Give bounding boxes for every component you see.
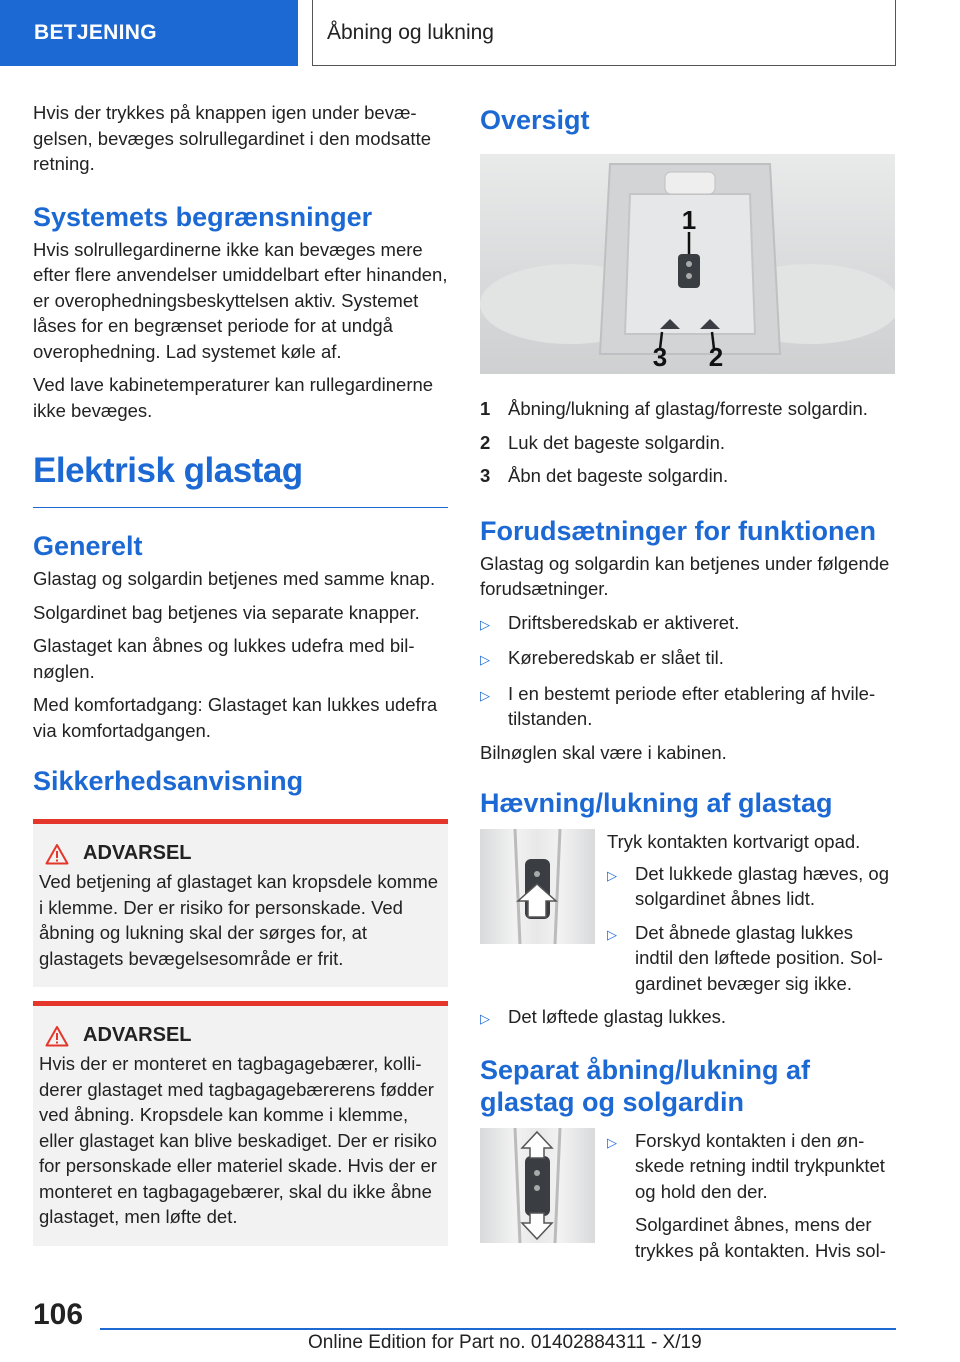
separate-continued: Solgardinet åbnes, mens der trykkes på kontakten. Hvis sol-: [635, 1214, 886, 1261]
warning-box-2: [33, 1001, 448, 1246]
general-heading: Generelt: [33, 531, 143, 561]
raise-section: [480, 829, 895, 1004]
chapter-tab: Åbning og lukning: [312, 0, 896, 66]
list-item: ▷ Forskyd kontakten i den ønskede retning indtil trykpunktet og hold den der.: [607, 1128, 895, 1205]
intro-paragraph: Hvis der trykkes på knappen igen under bevægelsen, bevæges solrullegardinet i den modsatte retning.: [33, 102, 431, 174]
prereq-heading: Forudsætninger for funktionen: [480, 515, 876, 546]
warning-box-1: [33, 819, 448, 987]
bullet-triangle-icon: ▷: [607, 867, 617, 883]
right-column: [480, 100, 895, 1271]
separate-heading: Separat åbning/lukning af glastag og solgardin: [480, 1054, 811, 1117]
overview-list: [480, 396, 895, 489]
separate-list: [607, 1128, 895, 1205]
switch-updown-image: [480, 1128, 595, 1243]
general-paragraph-3: Glastaget kan åbnes og lukkes udefra med bilnøglen.: [33, 635, 415, 682]
bullet-triangle-icon: ▷: [480, 652, 490, 667]
separate-text: [607, 1128, 895, 1272]
list-item: 1 Åbning/lukning af glastag/forreste solgardin.: [480, 398, 868, 419]
list-item: ▷ Driftsberedskab er aktiveret.: [480, 610, 895, 638]
raise-list-last: [480, 1004, 895, 1032]
left-column: [33, 100, 448, 1246]
limits-paragraph-1: Hvis solrullegardinerne ikke kan bevæges mere efter flere anvendelser umiddelbart efter hinanden, er overophedningsbeskyttelsen aktiv. Systemet låses for en begrænset periode for at undgå overophedning. Lad systemet køle af.: [33, 238, 448, 362]
raise-list: [607, 861, 895, 997]
warning-header: [39, 1024, 442, 1047]
warning-triangle-icon: [45, 1025, 69, 1047]
list-item: ▷ Køreberedskab er slået til.: [480, 645, 895, 673]
list-item: ▷ Det åbnede glastag lukkes indtil den løftede position. Solgardinet bevæger sig ikke.: [607, 920, 895, 997]
section-tab: BETJENING: [0, 0, 298, 66]
list-item: 2 Luk det bageste solgardin.: [480, 431, 726, 453]
overhead-console-image: [480, 154, 895, 374]
callout-1: 1: [681, 205, 697, 235]
switch-updown-illustration: [480, 1128, 595, 1243]
bullet-triangle-icon: ▷: [480, 687, 490, 703]
warning-text: Hvis der er monteret en tagbagagebærer, kolliderer glastaget med tagbagagebærerens fødder ved åbning. Kropsdele kan komme i klemme, eller glastaget kan blive beskadiget. Der er risiko for personskade eller materiel skade. Hvis der er monteret en tagbagagebærer, skal du ikke åbne glastaget, men løfte det.: [39, 1053, 437, 1227]
raise-heading: Hævning/lukning af glastag: [480, 788, 833, 818]
warning-label: ADVARSEL: [83, 842, 192, 864]
callout-2: 2: [708, 342, 724, 372]
warning-triangle-icon: [45, 843, 69, 865]
prereq-after: Bilnøglen skal være i kabinen.: [480, 741, 727, 763]
list-item: ▷ Det løftede glastag lukkes.: [480, 1004, 895, 1032]
warning-header: [39, 842, 442, 865]
limits-heading: Systemets begrænsninger: [33, 201, 373, 232]
page-number: 106: [33, 1298, 84, 1331]
bullet-triangle-icon: ▷: [607, 1134, 617, 1150]
footer-divider: [100, 1328, 896, 1330]
page-header: [0, 0, 960, 66]
overhead-console-illustration: [480, 154, 895, 374]
bullet-triangle-icon: ▷: [480, 616, 490, 632]
warning-text: Ved betjening af glastaget kan kropsdele komme i klemme. Der er risiko for personskade. Ved åbning og lukning skal der sørges for, at glastagets bevægelsesområde er frit.: [39, 871, 439, 969]
bullet-triangle-icon: ▷: [607, 926, 617, 942]
general-paragraph-4: Med komfortadgang: Glastaget kan lukkes udefra via komfortadgangen.: [33, 694, 438, 741]
callout-3: 3: [652, 342, 668, 372]
prereq-list: [480, 610, 895, 732]
switch-up-image: [480, 829, 595, 944]
raise-paragraph: Tryk kontakten kortvarigt opad.: [607, 831, 861, 852]
list-item: ▷ I en bestemt periode efter etablering af hviletilstanden.: [480, 681, 895, 732]
safety-heading: Sikkerhedsanvisning: [33, 766, 304, 796]
bullet-triangle-icon: ▷: [480, 1011, 490, 1026]
general-paragraph-2: Solgardinet bag betjenes via separate knapper.: [33, 601, 420, 623]
list-item: 3 Åbn det bageste solgardin.: [480, 465, 729, 486]
main-heading: Elektrisk glastag: [33, 449, 448, 508]
separate-section: [480, 1128, 895, 1272]
general-paragraph-1: Glastag og solgardin betjenes med samme knap.: [33, 568, 436, 589]
prereq-paragraph: Glastag og solgardin kan betjenes under følgende forudsætninger.: [480, 552, 890, 599]
overview-heading: Oversigt: [480, 105, 590, 135]
list-item: ▷ Det lukkede glastag hæves, og solgardinet åbnes lidt.: [607, 861, 895, 912]
switch-up-illustration: [480, 829, 595, 944]
limits-paragraph-2: Ved lave kabinetemperaturer kan rullegardinerne ikke bevæges.: [33, 374, 434, 421]
warning-label: ADVARSEL: [83, 1024, 192, 1046]
footer-edition: Online Edition for Part no. 01402884311 - X/19: [308, 1332, 702, 1353]
raise-text: [607, 829, 895, 1004]
